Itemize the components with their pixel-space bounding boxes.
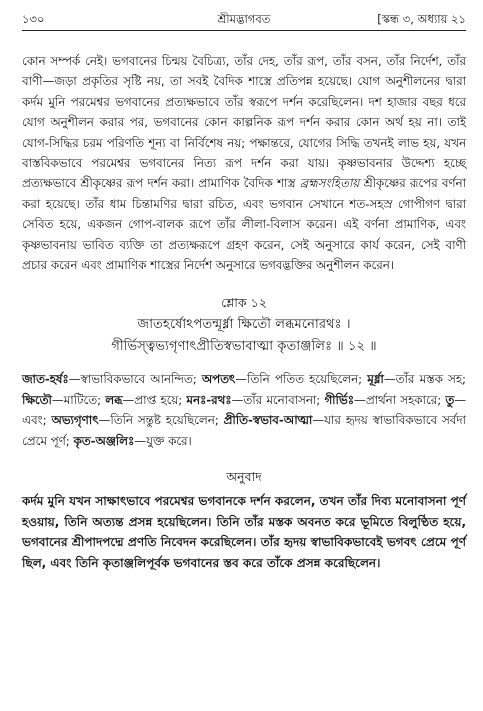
synonym-entry: অভ্যগৃণাৎ—তিনি সন্তুষ্ট হয়েছিলেন; bbox=[51, 413, 224, 428]
chapter-reference: [স্কন্ধ ৩, অধ্যায় ২১ bbox=[377, 12, 466, 26]
synonym-word: জাত-হর্ষঃ bbox=[22, 372, 69, 387]
synonym-meaning: তিনি সন্তুষ্ট হয়েছিলেন; bbox=[110, 413, 224, 428]
purport-text-part2: শ্রীকৃষ্ণের রূপের বর্ণনা করা হয়েছে। তাঁর ধাম চিন্তামণির দ্বারা রচিত, এবং ভগবান সেখানে শত-সহস্র গোপীগণ দ্বারা সেবিত হয়ে, একজন গোপ-বালক রূপে তাঁর লীলা-বিলাস করেন। এই বর্ণনা প্রামাণিক, এবং কৃষ্ণভাবনায় ভাবিত ব্যক্তি তা প্রত্যক্ষরূপে গ্রহণ করেন, সেই অনুসারে কার্য করেন, সেই বাণী প্রচার করেন এবং প্রামাণিক শাস্ত্রের নির্দেশ অনুসারে ভগবদ্ভক্তির অনুশীলন করেন। bbox=[22, 176, 466, 273]
translation-heading: অনুবাদ bbox=[226, 469, 262, 485]
synonym-word: মনঃ-রথঃ bbox=[186, 392, 232, 407]
synonym-word: কৃত-অঞ্জলিঃ bbox=[73, 433, 135, 448]
verse-heading: শ্লোক ১২ bbox=[221, 295, 267, 311]
synonym-entry: প্রীতি-স্বভাব-আত্মা—যার হৃদয় স্বাভাবিকভাবে সর্বদা প্রেমে পূর্ণ; bbox=[22, 413, 466, 448]
synonym-meaning: তাঁর মনোবাসনা; bbox=[243, 392, 325, 407]
synonym-word: অভ্যগৃণাৎ bbox=[51, 413, 99, 428]
book-title: শ্রীমদ্ভাগবত bbox=[217, 12, 271, 26]
synonym-word: লব্ধ bbox=[105, 392, 123, 407]
verse-line-1: জাতহর্ষোঽপতন্মূর্ধ্না ক্ষিতৌ লব্ধমনোরথঃ । bbox=[137, 317, 351, 333]
synonym-meaning: প্রার্থনা সহকারে; bbox=[365, 392, 446, 407]
translation-paragraph: কর্দম মুনি যখন সাক্ষাৎভাবে পরমেশ্বর ভগবানকে দর্শন করলেন, তখন তাঁর দিব্য মনোবাসনা পূর্ণ হওয়ায়, তিনি অত্যন্ত প্রসন্ন হয়েছিলেন। তিনি তাঁর মস্তক অবনত করে ভূমিতে বিলুণ্ঠিত হয়ে, ভগবানের শ্রীপাদপদ্মে প্রণতি নিবেদন করেছিলেন। তাঁর হৃদয় স্বাভাবিকভাবেই ভগবৎ প্রেমে পূর্ণ ছিল, এবং তিনি কৃতাঞ্জলিপূর্বক ভগবানের স্তব করে তাঁকে প্রসন্ন করেছিলেন। bbox=[22, 494, 466, 570]
synonym-entry: ক্ষিতৌ—মাটিতে; bbox=[22, 392, 106, 407]
purport-text-part1: কোন সম্পর্ক নেই। ভগবানের চিন্ময় বৈচিত্র্য, তাঁর দেহ, তাঁর রূপ, তাঁর বসন, তাঁর নির্দেশ, তাঁর বাণী—জড়া প্রকৃতির সৃষ্টি নয়, তা সবই বৈদিক শাস্ত্রে প্রতিপন্ন হয়েছে। যোগ অনুশীলনের দ্বারা কর্দম মুনি পরমেশ্বর ভগবানের প্রত্যক্ষভাবে তাঁর স্বরূপে দর্শন করেছিলেন। দশ হাজার বছর ধরে যোগ অনুশীলন করার পর, ভগবানের কোন কাল্পনিক রূপ দর্শন করার কোন অর্থ হয় না। তাই যোগ-সিদ্ধির চরম পরিণতি শূন্য বা নির্বিশেষ নয়; পক্ষান্তরে, যোগের সিদ্ধি তখনই লাভ হয়, যখন বাস্তবিকভাবে পরমেশ্বর ভগবানের নিত্য রূপ দর্শন করা যায়। কৃষ্ণভাবনার উদ্দেশ্য হচ্ছে প্রত্যক্ষভাবে শ্রীকৃষ্ণের রূপ দর্শন করা। প্রামাণিক বৈদিক শাস্ত্র bbox=[22, 54, 466, 191]
verse-line-2: গীর্ভিস্ত্বভ্যগৃণাৎপ্রীতিস্বভাবাত্মা কৃতাঞ্জলিঃ ॥ ১২ ॥ bbox=[111, 339, 377, 355]
synonym-entry: অপতৎ—তিনি পতিত হয়েছিলেন; bbox=[201, 372, 368, 387]
synonym-entry: কৃত-অঞ্জলিঃ—যুক্ত করে। bbox=[73, 433, 192, 448]
synonym-meaning: স্বাভাবিকভাবে আনন্দিত; bbox=[80, 372, 202, 387]
synonym-entry: গীর্ভিঃ—প্রার্থনা সহকারে; bbox=[324, 392, 446, 407]
synonym-meaning: যার হৃদয় স্বাভাবিকভাবে সর্বদা প্রেমে পূর্ণ; bbox=[22, 413, 466, 448]
synonym-word: ক্ষিতৌ bbox=[22, 392, 52, 407]
synonym-meaning: এবং; bbox=[22, 413, 52, 428]
synonym-word: অপতৎ bbox=[201, 372, 236, 387]
synonym-entry: মূর্ধ্না—তাঁর মস্তক সহ; bbox=[367, 372, 467, 387]
synonym-entry: জাত-হর্ষঃ—স্বাভাবিকভাবে আনন্দিত; bbox=[22, 372, 202, 387]
synonyms-paragraph bbox=[22, 369, 466, 451]
synonym-meaning: প্রাপ্ত হয়ে; bbox=[134, 392, 187, 407]
synonym-word: প্রীতি-স্বভাব-আত্মা bbox=[223, 413, 313, 428]
purport-italic-scripture: ব্রহ্মসংহিতায় bbox=[299, 176, 360, 191]
synonym-entry: তু—এবং; bbox=[22, 392, 466, 428]
synonym-word: মূর্ধ্না bbox=[367, 372, 384, 387]
page-number: ১৩০ bbox=[22, 12, 45, 26]
page-header bbox=[22, 8, 466, 31]
synonym-word: তু bbox=[445, 392, 455, 407]
synonym-word: গীর্ভিঃ bbox=[324, 392, 355, 407]
purport-paragraph bbox=[22, 51, 466, 275]
synonym-meaning: তাঁর মস্তক সহ; bbox=[395, 372, 467, 387]
synonym-meaning: তিনি পতিত হয়েছিলেন; bbox=[247, 372, 368, 387]
synonym-meaning: মাটিতে; bbox=[63, 392, 106, 407]
synonym-entry: লব্ধ—প্রাপ্ত হয়ে; bbox=[105, 392, 187, 407]
synonym-entry: মনঃ-রথঃ—তাঁর মনোবাসনা; bbox=[186, 392, 325, 407]
document-page bbox=[22, 8, 466, 704]
synonym-meaning: যুক্ত করে। bbox=[146, 433, 192, 448]
